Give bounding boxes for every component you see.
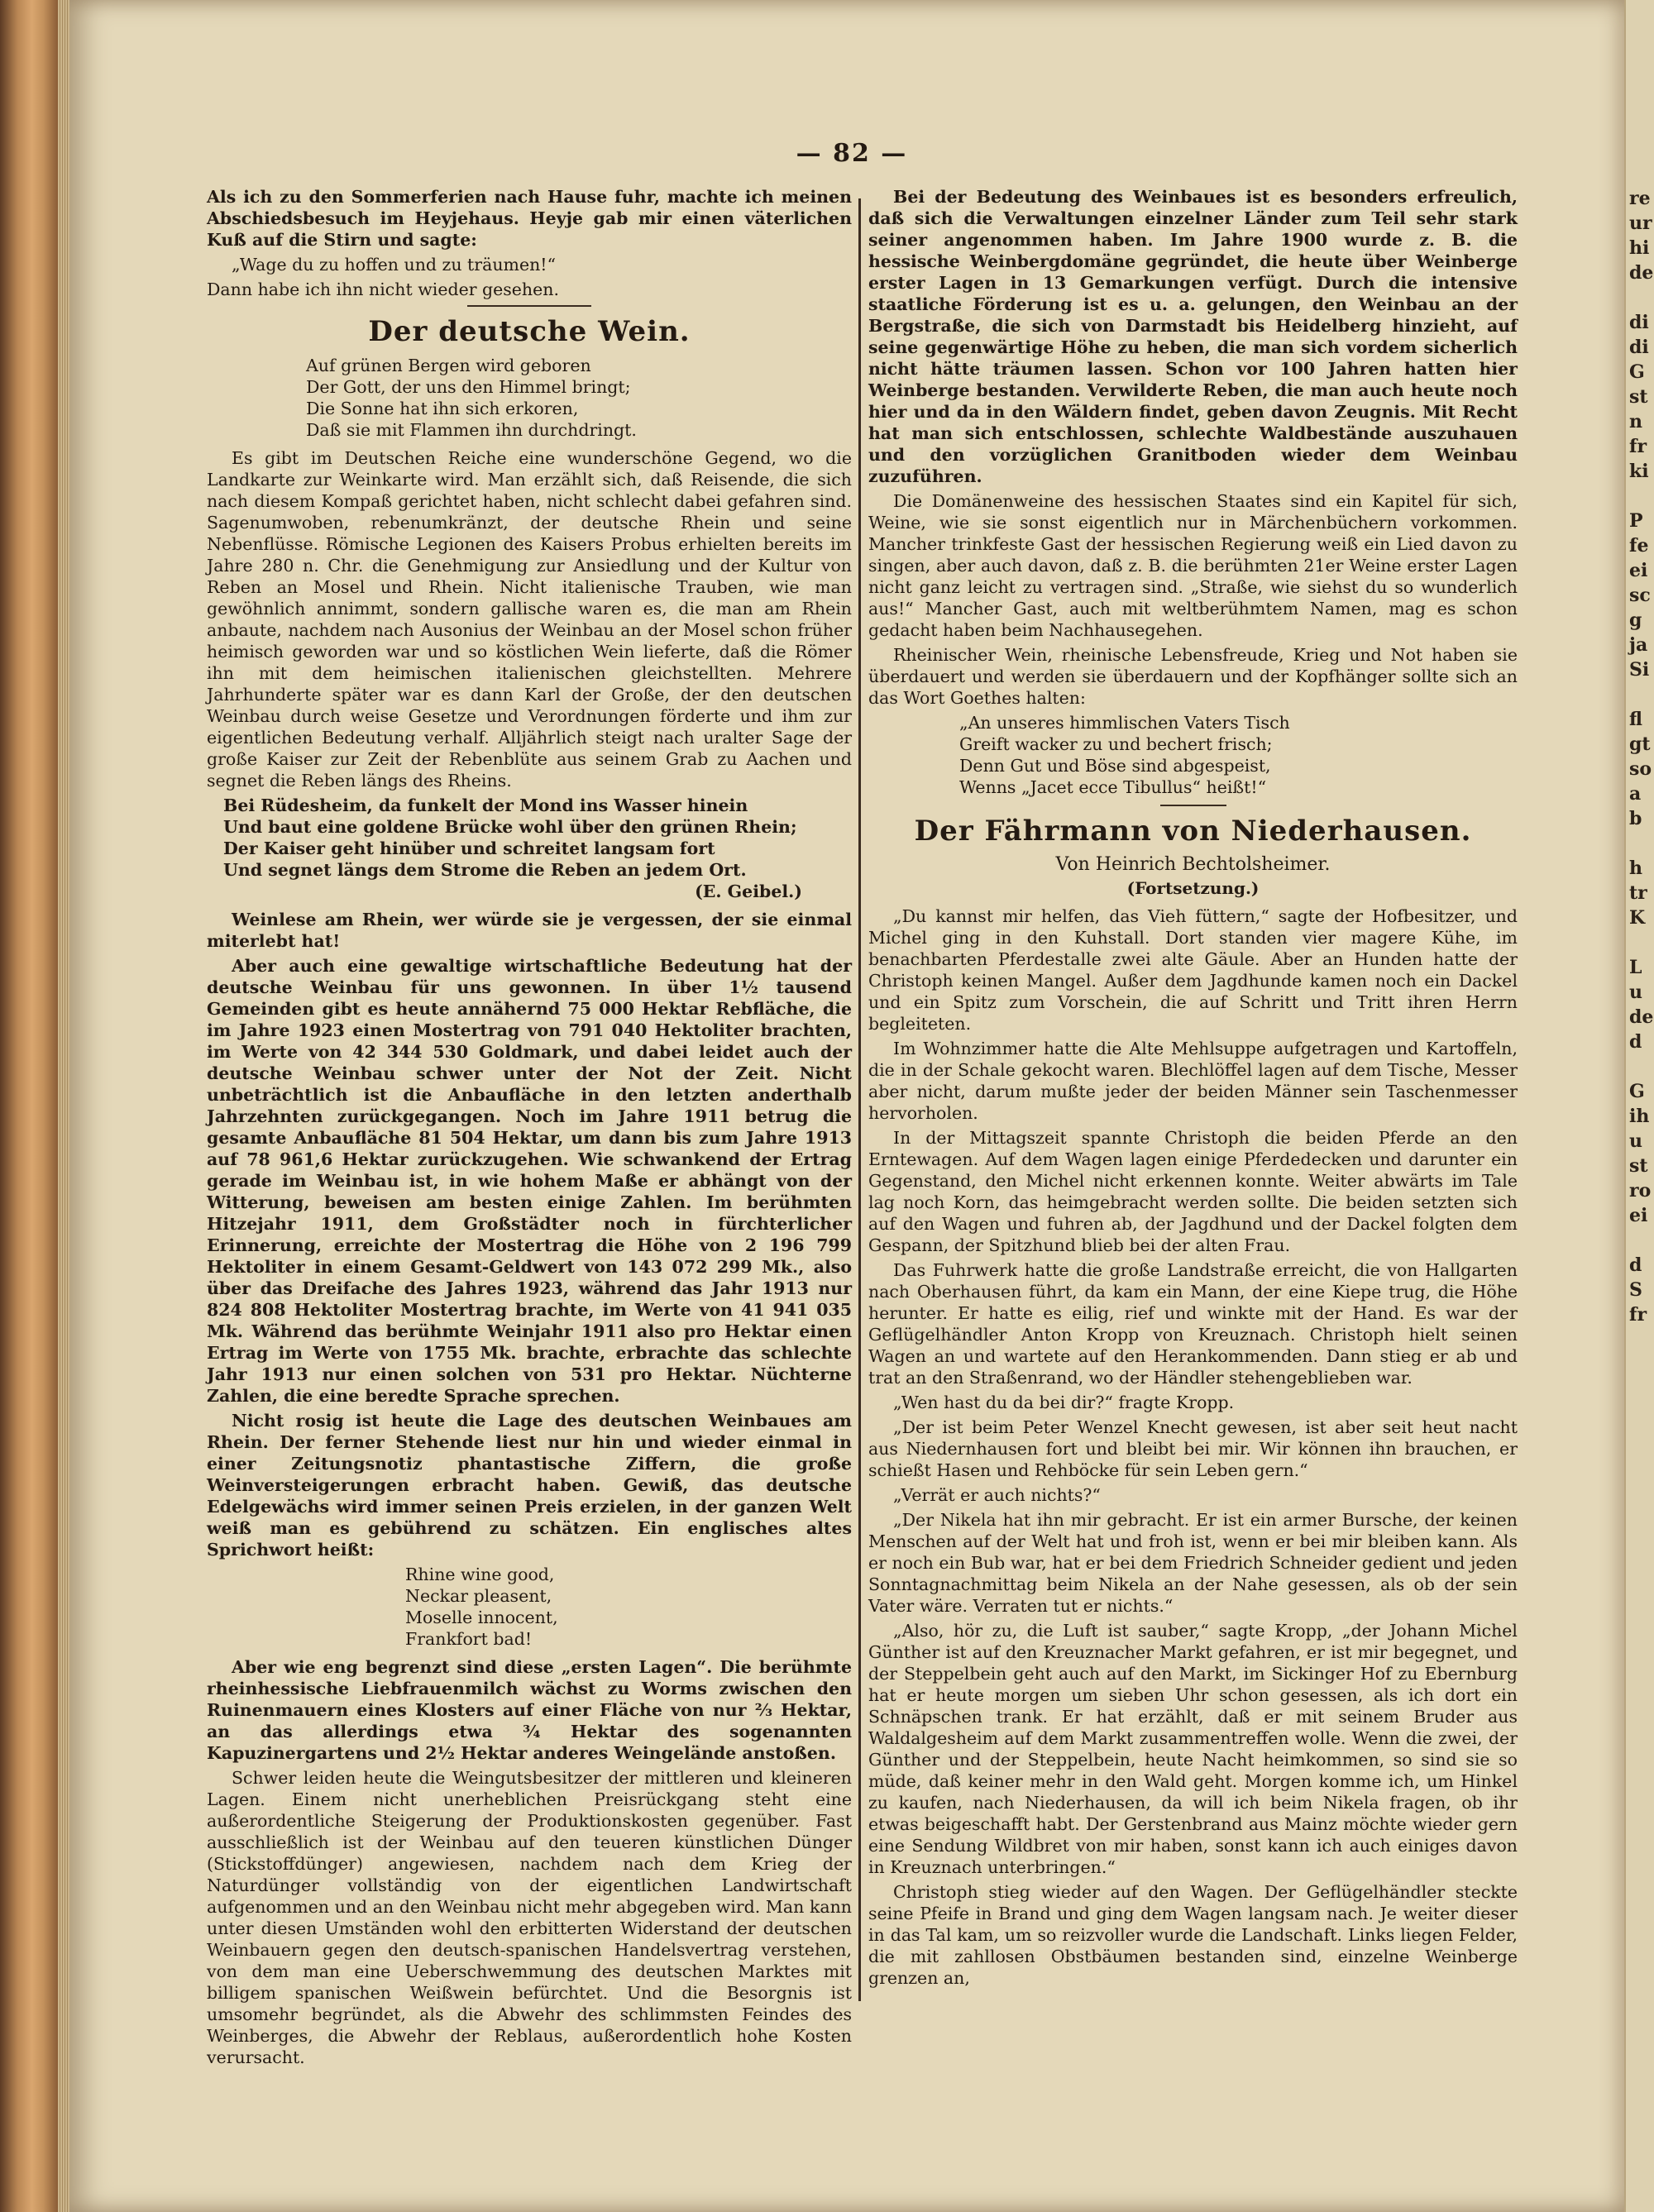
byline: Von Heinrich Bechtolsheimer. [1055,854,1331,875]
strip-fragment [1626,682,1654,707]
strip-fragment: de [1629,262,1654,284]
story-paragraph: Im Wohnzimmer hatte die Alte Mehlsuppe aufgetragen und Kartoffeln, die in der Schale gekocht waren. Blechlöffel lagen auf dem Tische, Messer aber nicht, darum mußte jeder der beiden Männer sein Taschenmesser hervorholen. [868,1039,1518,1123]
story-paragraph: „Der Nikela hat ihn mir gebracht. Er ist ein armer Bursche, der keinen Menschen auf der Welt hat und froh ist, wenn er bei mir bleiben kann. Als er noch ein Bub war, hat er bei dem Friedrich Schneider gedient und jeden Sonntagnachmittag beim Nikela an der Nahe gesessen, als ob der sein Vater wäre. Verraten tut er nichts.“ [868,1510,1518,1616]
strip-fragment: tr [1629,882,1647,904]
strip-fragment: Si [1629,659,1650,681]
strip-fragment: st [1629,386,1648,408]
strip-fragment: fe [1629,535,1649,557]
strip-fragment: b [1629,808,1642,829]
page-number: — 82 — [796,139,908,168]
strip-fragment: ki [1629,461,1649,482]
strip-fragment: fl [1629,709,1642,730]
strip-fragment: ei [1629,560,1648,581]
section-rule [1160,805,1226,806]
article-paragraph: Aber auch eine gewaltige wirtschaftliche Bedeutung hat der deutsche Weinbau für uns gewonnen. In über 1½ tausend Gemeinden gibt es heute annähernd 75 000 Hektar Rebfläche, die im Jahre 1923 einen Mostertrag von 791 040 Hektoliter brachten, im Werte von 42 344 530 Goldmark, und dabei leidet auch der deutsche Weinbau schwer unter der Not der Zeit. Nicht unbeträchtlich ist die Anbaufläche in den letzten anderthalb Jahrzehnten zurückgegangen. Noch im Jahre 1911 betrug die gesamte Anbaufläche 81 504 Hektar, um dann bis zum Jahre 1913 auf 78 961,6 Hektar zurückzugehen. Wie schwankend der Ertrag gerade im Weinbau ist, in wie hohem Maße er abhängt von der Witterung, beweisen am besten einige Zahlen. Im berühmten Hitzejahr 1911, dem Großstädter noch in fürchterlicher Erinnerung, erreichte der Mostertrag die Höhe von 2 196 799 Hektoliter in einem Gesamt-Geldwert von 143 072 299 Mk., also über das Dreifache des Jahres 1923, während das Jahr 1913 nur 824 808 Hektoliter Mostertrag brachte, im Werte von 41 941 035 Mk. Während das berühmte Weinjahr 1911 also pro Hektar einen Ertrag im Werte von 1755 Mk. brachte, erbrachte das schlechte Jahr 1913 nur einen solchen von 531 pro Hektar. Nüchterne Zahlen, die eine beredte Sprache sprechen. [207,956,852,1406]
intro-paragraph: Als ich zu den Sommerferien nach Hause fuhr, machte ich meinen Abschiedsbesuch im Heyjehaus. Heyje gab mir einen väterlichen Kuß auf die Stirn und sagte: [207,187,852,250]
strip-fragment: re [1629,188,1651,209]
article-paragraph: Weinlese am Rhein, wer würde sie je vergessen, der sie einmal miterlebt hat! [207,910,852,951]
article-title-faehrmann: Der Fährmann von Niederhausen. [914,815,1472,848]
strip-fragment: u [1629,1130,1642,1152]
poem-english-proverb [207,1564,852,1650]
article-paragraph: Schwer leiden heute die Weingutsbesitzer der mittleren und kleineren Lagen. Einem nicht unerheblichen Preisrückgang steht eine außerordentliche Steigerung der Produktionskosten gegenüber. Fast ausschließlich ist der Weinbau auf den teueren künstlichen Dünger (Stickstoffdünger) angewiesen, nachdem nach dem Krieg der Naturdünger vollständig von der eigentlichen Landwirtschaft aufgenommen und an den Weinbau nicht mehr abgegeben wird. Man kann unter diesen Umständen wohl den erbitterten Widerstand der deutschen Weinbauern gegen den deutsch-spanischen Handelsvertrag verstehen, von dem man eine Ueberschwemmung des deutschen Marktes mit billigem spanischen Weißwein befürchtet. Und die Besorgnis ist umsomehr begründet, als die Abwehr des schlimmsten Feindes des Weinberges, die Abwehr der Reblaus, außerordentlich hohe Kosten verursacht. [207,1768,852,2067]
strip-fragment: P [1629,510,1643,532]
story-paragraph: Christoph stieg wieder auf den Wagen. Der Geflügelhändler steckte seine Pfeife in Brand und ging dem Wagen langsam nach. Je weiter dieser in das Tal kam, um so reizvoller wurde die Landschaft. Links liegen Felder, die mit zahllosen Obstbäumen bestanden sind, einzelne Weinberge grenzen an, [868,1882,1518,1988]
poem-line: Wenns „Jacet ecce Tibullus“ heißt!“ [959,777,1267,797]
strip-fragment: h [1629,858,1642,879]
poem-line: Neckar pleasent, [405,1586,552,1606]
strip-fragment: st [1629,1155,1648,1177]
article-paragraph: Die Domänenweine des hessischen Staates sind ein Kapitel für sich, Weine, wie sie sonst eigentlich nur in Märchenbüchern vorkommen. Mancher trinkfeste Gast der hessischen Regierung weiß ein Lied davon zu singen, aber auch davon, daß z. B. die berühmten 21er Weine erster Lagen nicht ganz leicht zu vertragen sind. „Straße, wie siehst du so wunderlich aus!“ Mancher Gast, auch mit weltberühmtem Namen, mag es schon gedacht haben beim Nachhausegehen. [868,491,1518,640]
poem-line: Denn Gut und Böse sind abgespeist, [959,756,1271,776]
poem-attribution: (E. Geibel.) [695,881,802,901]
strip-fragment: d [1629,1254,1642,1276]
strip-fragment [1626,285,1654,310]
column-divider [858,198,861,2001]
strip-fragment: a [1629,783,1642,805]
strip-fragment: G [1629,361,1645,383]
strip-fragment: sc [1629,585,1651,606]
strip-fragment [1626,1054,1654,1079]
story-paragraph: „Also, hör zu, die Luft ist sauber,“ sagte Kropp, „der Johann Michel Günther ist auf den Kreuznacher Markt gefahren, er ist mir begegnet, und der Steppelbein geht auch auf den Markt, im Sickinger Hof zu Ebernburg hat er heute morgen um sieben Uhr schon gesessen, als ich dort ein Schnäpschen trank. Er hat erzählt, daß er mit seinem Bruder aus Waldalgesheim auf dem Markt zusammentreffen wolle. Wenn die zwei, der Günther und der Steppelbein, heute Nacht heimkommen, so sind sie so müde, daß keiner mehr in den Wald geht. Morgen komme ich, um Hinkel zu kaufen, nach Niederhausen, da will ich beim Nikela fragen, ob ihr etwas beigeschafft habt. Der Gerstenbrand aus Mainz möchte wieder gern eine Sendung Wildbret von mir haben, sonst kann ich auch einiges davon in Kreuznach unterbringen.“ [868,1621,1518,1877]
story-paragraph: „Du kannst mir helfen, das Vieh füttern,“ sagte der Hofbesitzer, und Michel ging in den Kuhstall. Dort standen vier magere Kühe, im benachbarten Pferdestalle zwei alte Gäule. Aber an Hunden hatte der Christoph keinen Mangel. Außer dem Jagdhunde kamen noch ein Dackel und ein Spitz zum Vorschein, die auf Schritt und Tritt ihren Herrn begleiteten. [868,906,1518,1034]
poem-geibel [207,795,852,902]
poem-opening [207,355,852,441]
poem-line: Und segnet längs dem Strome die Reben an jedem Ort. [223,860,747,880]
strip-fragment: d [1629,1031,1642,1053]
poem-line: Bei Rüdesheim, da funkelt der Mond ins Wasser hinein [223,795,748,815]
story-paragraph: In der Mittagszeit spannte Christoph die beiden Pferde an den Erntewagen. Auf dem Wagen lagen einige Pferdedecken und darunter ein Gegenstand, den Michel nicht erkennen konnte. Weiter abwärts im Tale lag noch Korn, das heimgebracht werden sollte. Die beiden setzten sich auf den Wagen und fuhren ab, der Jagdhund und der Dackel folgten dem Gespann, der Spitzhund blieb bei der alten Frau. [868,1128,1518,1255]
strip-fragment: fr [1629,436,1647,457]
continuation-note: (Fortsetzung.) [1126,878,1260,898]
strip-fragment: g [1629,609,1642,631]
intro-closing: Dann habe ich ihn nicht wieder gesehen. [207,279,559,299]
strip-fragment: u [1629,982,1642,1003]
article-paragraph: Nicht rosig ist heute die Lage des deutschen Weinbaues am Rhein. Der ferner Stehende liest nur hin und wieder einmal in einer Zeitungsnotiz phantastische Ziffern, die große Weinversteigerungen erbracht haben. Gewiß, das deutsche Edelgewächs wird immer seinen Preis erzielen, in der ganzen Welt weiß man es gebührend zu schätzen. Ein englisches altes Sprichwort heißt: [207,1411,852,1560]
strip-fragment: fr [1629,1304,1647,1326]
strip-fragment: gt [1629,733,1651,755]
poem-line: Daß sie mit Flammen ihn durchdringt. [306,420,637,440]
strip-fragment: n [1629,411,1642,432]
story-paragraph: „Wen hast du da bei dir?“ fragte Kropp. [893,1393,1235,1412]
strip-fragment: L [1629,957,1642,978]
story-paragraph: Das Fuhrwerk hatte die große Landstraße erreicht, die von Hallgarten nach Oberhausen führt, da kam ein Mann, der eine Kiepe trug, die Höhe herunter. Er hatte es eilig, rief und winkte mit der Hand. Es war der Geflügelhändler Anton Kropp von Kreuznach. Christoph hielt seinen Wagen an und wartete auf den Herankommenden. Dann stieg er ab und trat an den Straßenrand, wo der Händler stehengeblieben war. [868,1260,1518,1388]
article-paragraph: Es gibt im Deutschen Reiche eine wunderschöne Gegend, wo die Landkarte zur Weinkarte wird. Man erzählt sich, daß Reisende, die sich nach diesem Kompaß gerichtet haben, nicht schlecht dabei gefahren sind. Sagenumwoben, rebenumkränzt, der deutsche Rhein und seine Nebenflüsse. Römische Legionen des Kaisers Probus erhielten bereits im Jahre 280 n. Chr. die Genehmigung zur Ansiedlung und der Kultur von Reben an Mosel und Rhein. Nicht italienische Trauben, wie man gewöhnlich annimmt, sondern gallische waren es, die man am Rhein anbaute, nachdem nach Ausonius der Weinbau an der Mosel schon früher heimisch geworden war und so köstlichen Wein lieferte, daß die Römer ihn mit dem heimischen italienischen gleichstellten. Mehrere Jahrhunderte später war es dann Karl der Große, der den deutschen Weinbau durch weise Gesetze und Verordnungen förderte und ihm zur eigentlichen Bedeutung verhalf. Alljährlich steigt nach uralter Sage der große Kaiser zur Zeit der Rebenblüte aus seinem Grab zu Aachen und segnet die Reben längs des Rheins. [207,448,852,791]
poem-line: Frankfort bad! [405,1629,533,1649]
strip-fragment: G [1629,1081,1645,1102]
left-column [207,186,852,2071]
strip-fragment: ur [1629,213,1652,234]
poem-line: Der Gott, der uns den Himmel bringt; [306,377,631,397]
poem-line: Der Kaiser geht hinüber und schreitet langsam fort [223,838,715,858]
story-paragraph: „Verrät er auch nichts?“ [893,1485,1101,1505]
page-edges [58,0,69,2212]
adjacent-page-strip [1624,0,1654,2212]
strip-fragment [1626,831,1654,856]
strip-fragment: ja [1629,634,1648,656]
poem-line: Auf grünen Bergen wird geboren [306,356,591,375]
poem-goethe [868,712,1518,798]
poem-line: Rhine wine good, [405,1565,555,1584]
strip-fragment: ei [1629,1205,1648,1226]
strip-fragment: di [1629,337,1649,358]
intro-quote: „Wage du zu hoffen und zu träumen!“ [232,255,557,275]
poem-line: „An unseres himmlischen Vaters Tisch [959,713,1290,733]
strip-fragment [1626,1228,1654,1253]
strip-fragment: S [1629,1279,1642,1301]
strip-fragment: so [1629,758,1652,780]
strip-fragment: ih [1629,1106,1650,1127]
poem-line: Die Sonne hat ihn sich erkoren, [306,399,579,418]
strip-fragment: K [1629,907,1646,929]
strip-fragment: di [1629,312,1649,333]
strip-fragment: ro [1629,1180,1652,1202]
section-rule [467,305,591,307]
strip-fragment: hi [1629,237,1650,259]
strip-fragment [1626,930,1654,955]
article-paragraph: Aber wie eng begrenzt sind diese „ersten Lagen“. Die berühmte rheinhessische Liebfrauenmilch wächst zu Worms zwischen den Ruinenmauern eines Klosters auf einer Fläche von nur ⅔ Hektar, an das allerdings etwa ¾ Hektar des sogenannten Kapuzinergartens und 2½ Hektar anderes Weingelände anstoßen. [207,1657,852,1763]
article-title-wein: Der deutsche Wein. [368,315,691,348]
strip-fragment [1626,484,1654,509]
strip-fragment: de [1629,1006,1654,1028]
poem-line: Greift wacker zu und bechert frisch; [959,734,1273,754]
poem-line: Und baut eine goldene Brücke wohl über den grünen Rhein; [223,817,797,837]
article-paragraph: Bei der Bedeutung des Weinbaues ist es besonders erfreulich, daß sich die Verwaltungen einzelner Länder zum Teil sehr stark seiner angenommen haben. Im Jahre 1900 wurde z. B. die hessische Weinbergdomäne gegründet, die heute über Weinberge erster Lagen in 13 Gemarkungen verfügt. Durch die intensive staatliche Förderung ist es u. a. gelungen, den Weinbau an der Bergstraße, die sich von Darmstadt bis Heidelberg hinzieht, auf seine gegenwärtige Höhe zu heben, die man sich vordem sicherlich nicht hätte träumen lassen. Schon vor 100 Jahren hatten hier Weinberge bestanden. Verwilderte Reben, die man auch heute noch hier und da in den Wäldern findet, geben davon Zeugnis. Mit Recht hat man sich entschlossen, schlechte Waldbestände auszuhauen und den vorzüglichen Granitboden wieder dem Weinbau zuzuführen. [868,187,1518,486]
right-column [868,186,1518,1992]
poem-line: Moselle innocent, [405,1608,558,1627]
article-paragraph: Rheinischer Wein, rheinische Lebensfreude, Krieg und Not haben sie überdauert und werden sie überdauern und der Kopfhänger sollte sich an das Wort Goethes halten: [868,645,1518,708]
story-paragraph: „Der ist beim Peter Wenzel Knecht gewesen, ist aber seit heut nacht aus Niedernhausen fort und bleibt bei mir. Wir können ihn brauchen, er schießt Hasen und Rehböcke für sein Leben gern.“ [868,1417,1518,1480]
book-spine [0,0,58,2212]
